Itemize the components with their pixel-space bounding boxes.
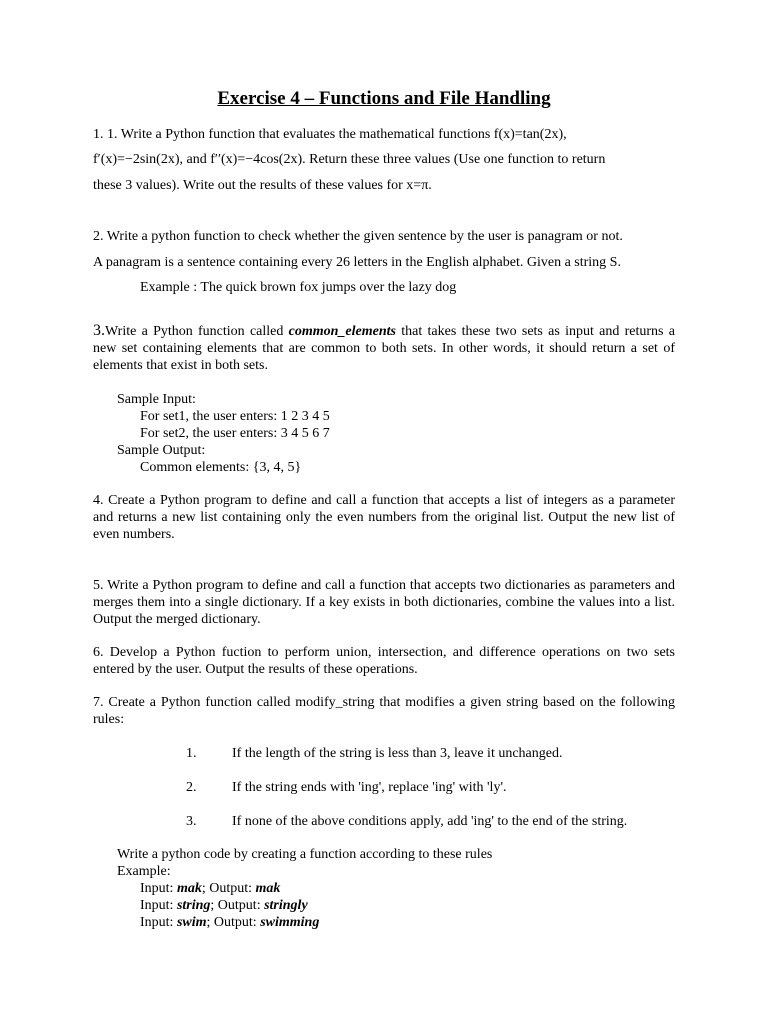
q3-text-post: that takes these two sets as input and returns a new set containing elements that are common to both sets. In other words, it should return a set of elements that exist in both sets. [93, 324, 675, 373]
q7-task: Write a python code by creating a function according to these rules [117, 847, 493, 862]
q3-paragraph [93, 322, 675, 374]
output-label: ; Output: [201, 881, 256, 896]
q3-number: 3. [93, 322, 105, 339]
rule-number: 3. [186, 814, 197, 829]
q3-function-name: common_elements [288, 324, 396, 339]
input-label: Input: [140, 915, 177, 930]
q7-example-2 [140, 897, 308, 914]
output-value: mak [255, 881, 281, 896]
q2-example: Example : The quick brown fox jumps over the lazy dog [140, 280, 457, 295]
rule-text: If the string ends with 'ing', replace 'ing' with 'ly'. [232, 780, 507, 795]
q2-line-1: 2. Write a python function to check whether the given sentence by the user is panagram or not. [93, 229, 623, 244]
q2-line-2: A panagram is a sentence containing every 26 letters in the English alphabet. Given a string S. [93, 255, 621, 270]
rule-number: 1. [186, 746, 197, 761]
q3-set2: For set2, the user enters: 3 4 5 6 7 [140, 426, 330, 441]
q7-intro: 7. Create a Python function called modify_string that modifies a given string based on the following rules: [93, 695, 675, 727]
q7-example-1 [140, 880, 280, 897]
q3-set1: For set1, the user enters: 1 2 3 4 5 [140, 409, 330, 424]
output-label: ; Output: [210, 898, 265, 913]
input-value: mak [176, 881, 202, 896]
q7-example-label: Example: [117, 864, 171, 879]
input-label: Input: [140, 881, 177, 896]
input-value: string [176, 898, 211, 913]
q3-text-pre: Write a Python function called [105, 324, 289, 339]
q6-paragraph: 6. Develop a Python fuction to perform union, intersection, and difference operations on two sets entered by the user. Output the results of these operations. [93, 645, 675, 677]
input-label: Input: [140, 898, 177, 913]
q1-line-3: these 3 values). Write out the results of these values for x=π. [93, 178, 432, 193]
q1-line-2: f′(x)=−2sin(2x), and f′′(x)=−4cos(2x). Return these three values (Use one function to return [93, 152, 606, 167]
rule-text: If the length of the string is less than 3, leave it unchanged. [232, 746, 563, 761]
q3-sample-input-label: Sample Input: [117, 392, 196, 407]
page-title: Exercise 4 – Functions and File Handling [217, 88, 551, 109]
output-value: stringly [264, 898, 308, 913]
output-value: swimming [260, 915, 320, 930]
q1-line-1: 1. 1. Write a Python function that evaluates the mathematical functions f(x)=tan(2x), [93, 127, 567, 142]
q3-common-elements: Common elements: {3, 4, 5} [140, 460, 302, 475]
rule-number: 2. [186, 780, 197, 795]
q7-example-3 [140, 914, 319, 931]
q3-sample-output-label: Sample Output: [117, 443, 206, 458]
q4-paragraph: 4. Create a Python program to define and call a function that accepts a list of integers as a parameter and returns a new list containing only the even numbers from the original list. Output the new list of even numbers. [93, 493, 675, 542]
input-value: swim [176, 915, 207, 930]
q5-paragraph: 5. Write a Python program to define and call a function that accepts two dictionaries as parameters and merges them into a single dictionary. If a key exists in both dictionaries, combine the values into a list. Output the merged dictionary. [93, 578, 675, 627]
rule-text: If none of the above conditions apply, add 'ing' to the end of the string. [232, 814, 628, 829]
output-label: ; Output: [206, 915, 261, 930]
